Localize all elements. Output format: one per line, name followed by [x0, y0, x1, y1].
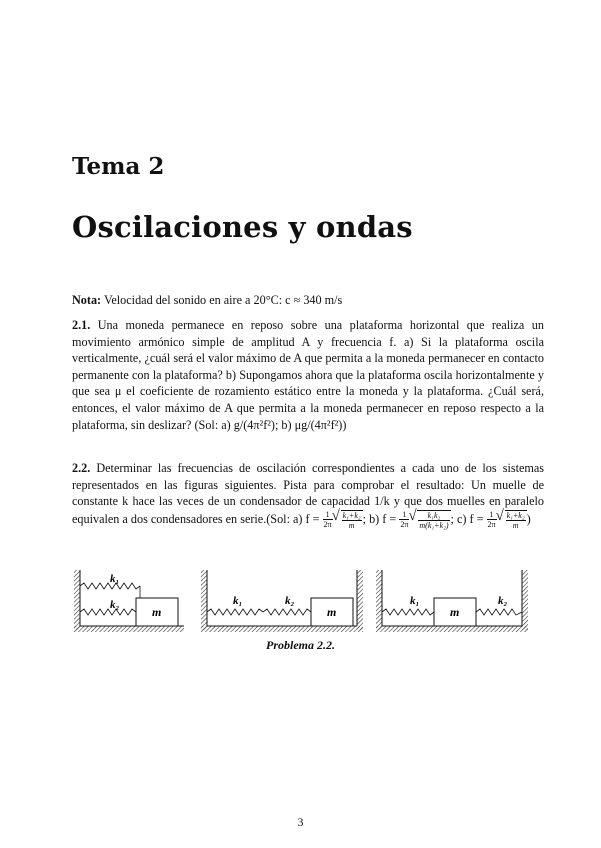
- solution-a-label: a) f =: [293, 511, 320, 526]
- problem-2-1-label: 2.1.: [72, 318, 91, 332]
- floor: [201, 626, 363, 632]
- spring-k2: [263, 609, 311, 615]
- chapter-title: Oscilaciones y ondas: [72, 210, 413, 244]
- label-k1: k₁: [410, 595, 420, 607]
- problem-2-2-text: Determinar las frecuencias de oscilación correspondientes a cada uno de los sistemas representados en las figuras siguientes. Pista para comprobar el resultado: Un muelle de constante k hace las veces de un condensador de capacidad 1/k y que dos muelles en paralelo equivalen a dos condensadores en serie.(Sol:: [72, 461, 544, 526]
- spring-k2: [476, 609, 522, 615]
- problem-2-1: [72, 317, 544, 433]
- note-label: Nota:: [72, 293, 102, 307]
- wall-left: [74, 570, 80, 630]
- solution-end: ): [526, 511, 531, 526]
- problem-2-1-text: Una moneda permanece en reposo sobre una plataforma horizontal que realiza un movimiento armónico simple de amplitud A y frecuencia f. a) Si la plataforma oscila verticalmente, ¿cuál será el valor máximo de A que permita a la moneda permanecer en contacto permanente con la plataforma? b) Supongamos ahora que la plataforma oscila horizontalmente y que sea μ el coeficiente de rozamiento estático entre la moneda y la plataforma. ¿Cuál será, entonces, el valor máximo de A que permita a la moneda permanecer en reposo respecto a la plataforma, sin deslizar? (Sol: a) g/(4π²f²); b) μg/(4π²f²)): [72, 318, 544, 432]
- problem-2-2-label: 2.2.: [72, 461, 91, 475]
- wall-right: [357, 570, 363, 630]
- figure-b: [201, 568, 363, 632]
- chapter-heading: Tema 2: [72, 153, 165, 180]
- wall-right: [522, 570, 528, 630]
- solution-a-sqrt: √ $\frac{\text{k₁+k₂}}{m}$: [341, 510, 363, 530]
- solution-b-prefactor: $\frac{1}{2\pi}$: [400, 510, 409, 530]
- solution-b-sqrt: √ $\frac{\text{k₁k₂}}{\text{m(k₁+k₂)}}$: [417, 510, 450, 530]
- note-text: Velocidad del sonido en aire a 20°C: c ≈ 340 m/s: [103, 293, 343, 307]
- label-mass: m: [450, 605, 460, 619]
- label-k2: k₂: [110, 599, 120, 611]
- label-k2: k₂: [285, 595, 295, 607]
- spring-k2: [80, 609, 136, 615]
- floor: [376, 626, 528, 632]
- solution-c-sqrt: √ $\frac{\text{k₁+k₂}}{m}$: [505, 510, 527, 530]
- label-mass: m: [152, 605, 162, 619]
- label-k1: k₁: [110, 573, 120, 585]
- spring-k1: [207, 609, 263, 615]
- solution-c-label: ; c) f =: [450, 511, 484, 526]
- wall-left: [201, 570, 207, 630]
- solution-a-prefactor: $\frac{1}{2\pi}$: [323, 510, 332, 530]
- solution-b-label: ; b) f =: [362, 511, 397, 526]
- spring-k1: [382, 609, 434, 615]
- solution-c-prefactor: $\frac{1}{2\pi}$: [487, 510, 496, 530]
- problem-2-2: [72, 460, 544, 530]
- floor: [74, 626, 184, 632]
- figure-a: [74, 568, 184, 632]
- wall-left: [376, 570, 382, 630]
- figure-c: [376, 568, 528, 632]
- label-mass: m: [327, 605, 337, 619]
- page-number: 3: [297, 815, 304, 829]
- figure-caption: Problema 2.2.: [266, 638, 335, 652]
- label-k2: k₂: [498, 595, 508, 607]
- note-paragraph: [72, 292, 544, 309]
- label-k1: k₁: [233, 595, 243, 607]
